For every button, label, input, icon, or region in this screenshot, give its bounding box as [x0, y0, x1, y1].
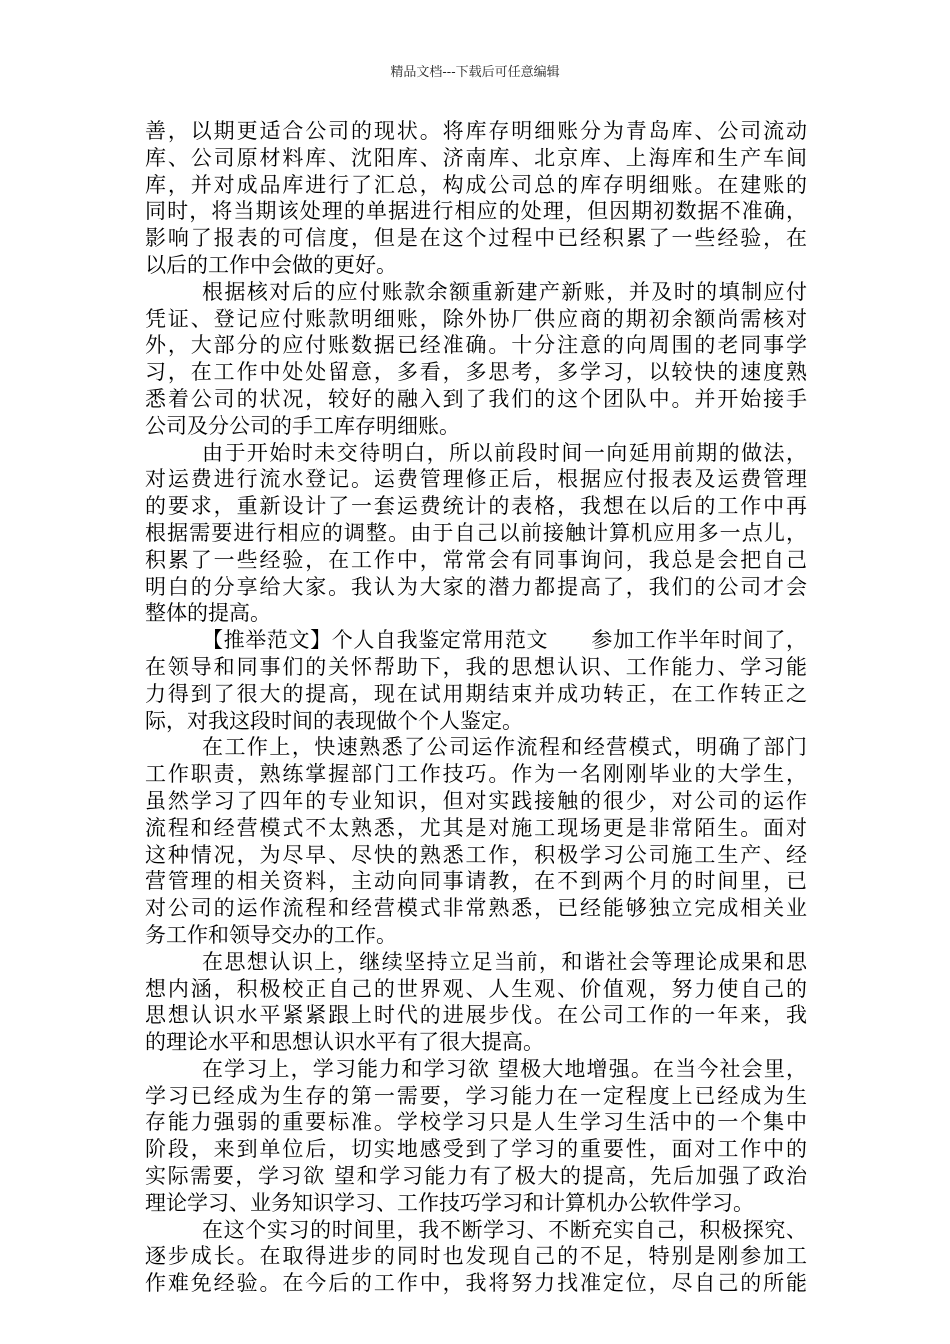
- text-line: 库，并对成品库进行了汇总，构成公司总的库存明细账。在建账的: [145, 172, 807, 197]
- text-line: 根据核对后的应付账款余额重新建产新账，并及时的填制应付: [202, 279, 807, 304]
- text-line: 影响了报表的可信度，但是在这个过程中已经积累了一些经验，在: [145, 226, 807, 251]
- text-line: 对公司的运作流程和经营模式非常熟悉，已经能够独立完成相关业: [145, 896, 807, 921]
- text-line: 悉着公司的状况，较好的融入到了我们的这个团队中。并开始接手: [145, 386, 807, 411]
- text-line: 际，对我这段时间的表现做个个人鉴定。: [145, 708, 523, 733]
- text-line: 在工作上，快速熟悉了公司运作流程和经营模式，明确了部门: [202, 735, 807, 760]
- text-line: 虽然学习了四年的专业知识，但对实践接触的很少，对公司的运作: [145, 788, 807, 813]
- text-line: 习，在工作中处处留意，多看，多思考，多学习，以较快的速度熟: [145, 360, 807, 385]
- text-line: 思想认识水平紧紧跟上时代的进展步伐。在公司工作的一年来，我: [145, 1003, 807, 1028]
- text-line: 作难免经验。在今后的工作中，我将努力找准定位，尽自己的所能: [145, 1271, 807, 1296]
- text-line: 逐步成长。在取得进步的同时也发现自己的不足，特别是刚参加工: [145, 1244, 807, 1269]
- text-line: 明白的分享给大家。我认为大家的潜力都提高了，我们的公司才会: [145, 574, 807, 599]
- text-line: 由于开始时未交待明白，所以前段时间一向延用前期的做法，: [202, 440, 807, 465]
- text-line: 的理论水平和思想认识水平有了很大提高。: [145, 1030, 544, 1055]
- text-line: 【推举范文】个人自我鉴定常用范文 参加工作半年时间了，: [202, 628, 807, 653]
- text-line: 积累了一些经验，在工作中，常常会有同事询问，我总是会把自己: [145, 547, 807, 572]
- text-line: 存能力强弱的重要标准。学校学习只是人生学习生活中的一个集中: [145, 1110, 807, 1135]
- text-line: 在思想认识上，继续坚持立足当前，和谐社会等理论成果和思: [202, 949, 807, 974]
- text-line: 公司及分公司的手工库存明细账。: [145, 413, 460, 438]
- text-line: 外，大部分的应付账数据已经准确。十分注意的向周围的老同事学: [145, 333, 807, 358]
- text-line: 阶段，来到单位后，切实地感受到了学习的重要性，面对工作中的: [145, 1137, 807, 1162]
- text-line: 同时，将当期该处理的单据进行相应的处理，但因期初数据不准确，: [145, 199, 807, 224]
- text-line: 整体的提高。: [145, 601, 271, 626]
- text-line: 凭证、登记应付账款明细账，除外协厂供应商的期初余额尚需核对: [145, 306, 807, 331]
- text-line: 的要求，重新设计了一套运费统计的表格，我想在以后的工作中再: [145, 494, 807, 519]
- text-line: 根据需要进行相应的调整。由于自己以前接触计算机应用多一点儿，: [145, 520, 807, 545]
- text-line: 流程和经营模式不太熟悉，尤其是对施工现场更是非常陌生。面对: [145, 815, 807, 840]
- page-header: 精品文档---下载后可任意编辑: [390, 65, 560, 80]
- text-line: 营管理的相关资料，主动向同事请教，在不到两个月的时间里，已: [145, 869, 807, 894]
- text-line: 力得到了很大的提高，现在试用期结束并成功转正，在工作转正之: [145, 681, 807, 706]
- document-body: [145, 118, 807, 1297]
- text-line: 理论学习、业务知识学习、工作技巧学习和计算机办公软件学习。: [145, 1190, 754, 1215]
- text-line: 在这个实习的时间里，我不断学习、不断充实自己，积极探究、: [202, 1217, 807, 1242]
- text-line: 学习已经成为生存的第一需要，学习能力在一定程度上已经成为生: [145, 1083, 807, 1108]
- text-line: 务工作和领导交办的工作。: [145, 922, 397, 947]
- text-line: 工作职责，熟练掌握部门工作技巧。作为一名刚刚毕业的大学生，: [145, 762, 807, 787]
- text-line: 实际需要，学习欲 望和学习能力有了极大的提高，先后加强了政治: [145, 1164, 807, 1189]
- text-line: 这种情况，为尽早、尽快的熟悉工作，积极学习公司施工生产、经: [145, 842, 807, 867]
- text-line: 善，以期更适合公司的现状。将库存明细账分为青岛库、公司流动: [145, 119, 807, 143]
- text-line: 在学习上，学习能力和学习欲 望极大地增强。在当今社会里，: [202, 1056, 807, 1081]
- text-line: 在领导和同事们的关怀帮助下，我的思想认识、工作能力、学习能: [145, 654, 807, 679]
- text-line: 想内涵，积极校正自己的世界观、人生观、价值观，努力使自己的: [145, 976, 807, 1001]
- text-line: 库、公司原材料库、沈阳库、济南库、北京库、上海库和生产车间: [145, 145, 807, 170]
- text-line: 以后的工作中会做的更好。: [145, 252, 397, 277]
- text-line: 对运费进行流水登记。运费管理修正后，根据应付报表及运费管理: [145, 467, 807, 492]
